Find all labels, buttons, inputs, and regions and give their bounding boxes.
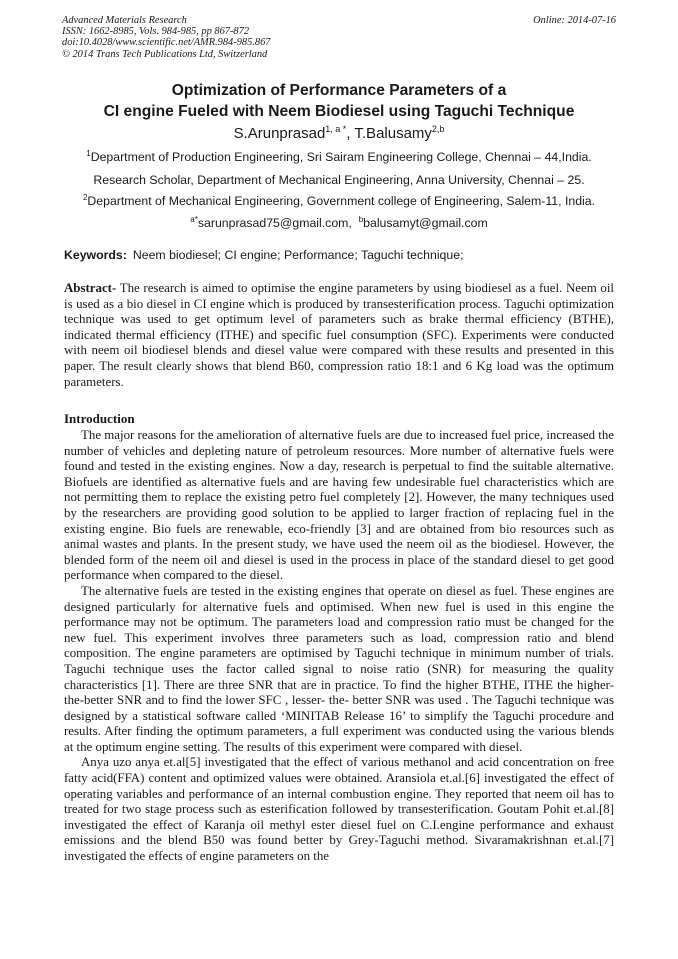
affiliation-1-text: Department of Production Engineering, Sri Sairam Engineering College, Chennai – 44,India. [90, 150, 592, 164]
abstract-label: Abstract- [64, 281, 117, 295]
email-a[interactable]: sarunprasad75@gmail.com, [197, 216, 352, 230]
author-separator: , [346, 125, 355, 142]
affiliation-2-text: Department of Mechanical Engineering, Government college of Engineering, Salem-11, India. [87, 194, 596, 208]
paper-title [0, 80, 678, 122]
author-emails [0, 216, 678, 231]
abstract [64, 281, 614, 390]
title-line-2: CI engine Fueled with Neem Biodiesel using Taguchi Technique [103, 103, 575, 120]
introduction-heading: Introduction [64, 411, 135, 426]
intro-paragraph-1: The major reasons for the amelioration of alternative fuels are due to increased fuel price, increased the number of vehicles and depleting nature of petroleum resources. More number of alternative fuels were found and tested in the existing engines. Now a day, research is perpetual to find the suitable alternative. Biofuels are identified as alternative fuels and are having few undesirable fuel characteristics which are not permitting them to replace the existing petro fuel completely [2]. However, the many techniques used by the researchers are providing good solution to be applied to larger fraction of replacing fuel in the existing engine. Bio fuels are renewable, eco-friendly [3] and are obtained from bio resources such as animal wastes and plants. In the present study, we have used the neem oil as the biodiesel. However, the blended form of the neem oil and diesel is used in the process in place of the standard diesel to get good performance when compared to the diesel. [64, 428, 614, 583]
author-1-marker: 1, a * [325, 124, 347, 134]
journal-header [62, 15, 616, 60]
online-date: Online: 2014-07-16 [533, 15, 616, 26]
title-line-1: Optimization of Performance Parameters of a [171, 82, 507, 99]
introduction-body [64, 428, 614, 865]
affiliation-1b [0, 173, 678, 188]
issn-line: ISSN: 1662-8985, Vols. 984-985, pp 867-872 [62, 26, 250, 38]
abstract-text: The research is aimed to optimise the engine parameters by using biodiesel as a fuel. Neem oil is used as a bio diesel in CI engine which is produced by transesterification process. Taguchi optimization technique was used to get optimum level of parameters such as brake thermal efficiency (BTHE), indicated thermal efficiency (ITHE) and specific fuel consumption (SFC). Experiments were conducted with neem oil biodiesel blends and diesel value were compared with these results and presented in this paper. The result clearly shows that blend B60, compression ratio 18:1 and 6 Kg load was the optimum parameters. [64, 281, 614, 389]
author-list [0, 124, 678, 144]
keywords-label: Keywords: [64, 248, 127, 262]
affiliation-1b-text: Research Scholar, Department of Mechanical Engineering, Anna University, Chennai – 25. [93, 173, 585, 187]
author-2-marker: 2,b [431, 124, 445, 134]
email-a-marker: a* [190, 215, 198, 224]
intro-paragraph-2: The alternative fuels are tested in the existing engines that operate on diesel as fuel. These engines are designed particularly for alternative fuels and optimised. When new fuel is used in this engine the performance may not be optimum. The parameters load and compression ratio must be changed for the new fuel. This experiment involves three parameters such as load, compression ratio and blend composition. The engine parameters are optimised by Taguchi technique in minimum number of trials. Taguchi technique uses the factor called signal to noise ratio (SNR) for measuring the quality characteristics [1]. There are three SNR that are in practice. To find the higher BTHE, ITHE the higher-the-better SNR and to find the lower SFC , lesser- the- better SNR was used . The Taguchi technique was designed by a statistical software called ‘MINITAB Release 16’ to simplify the Taguchi procedure and results. After finding the optimum parameters, a full experiment was conducted using the various blends at the optimum engine setting. The results of this experiment were compared with diesel. [64, 583, 614, 754]
keywords-line [64, 248, 464, 263]
author-2: T.Balusamy [354, 125, 432, 142]
doi-line: doi:10.4028/www.scientific.net/AMR.984-985.867 [62, 37, 271, 49]
copyright-line: © 2014 Trans Tech Publications Ltd, Switzerland [62, 48, 268, 60]
email-b[interactable]: balusamyt@gmail.com [363, 216, 488, 230]
journal-name: Advanced Materials Research [62, 15, 187, 26]
affiliation-2-marker: 2 [82, 193, 88, 202]
email-b-marker: b [358, 215, 364, 224]
affiliation-2 [0, 194, 678, 209]
affiliation-1 [0, 150, 678, 165]
intro-paragraph-3: Anya uzo anya et.al[5] investigated that the effect of various methanol and acid concentration on free fatty acid(FFA) content and optimized values were obtained. Aransiola et.al.[6] investigated the effect of operating variables and performance of an internal combustion engine. They reported that neem oil has to treated for two stage process such as esterification followed by transesterification. Goutam Pohit et.al.[8] investigated the effect of Karanja oil methyl ester diesel fuel on C.I.engine performance and exhaust emissions and the blend B50 was found better by Grey-Taguchi method. Sivaramakrishnan et.al.[7] investigated the effects of engine parameters on the [64, 755, 614, 864]
keywords-text: Neem biodiesel; CI engine; Performance; Taguchi technique; [132, 248, 464, 262]
author-1: S.Arunprasad [233, 125, 326, 142]
affiliation-1-marker: 1 [86, 149, 91, 158]
